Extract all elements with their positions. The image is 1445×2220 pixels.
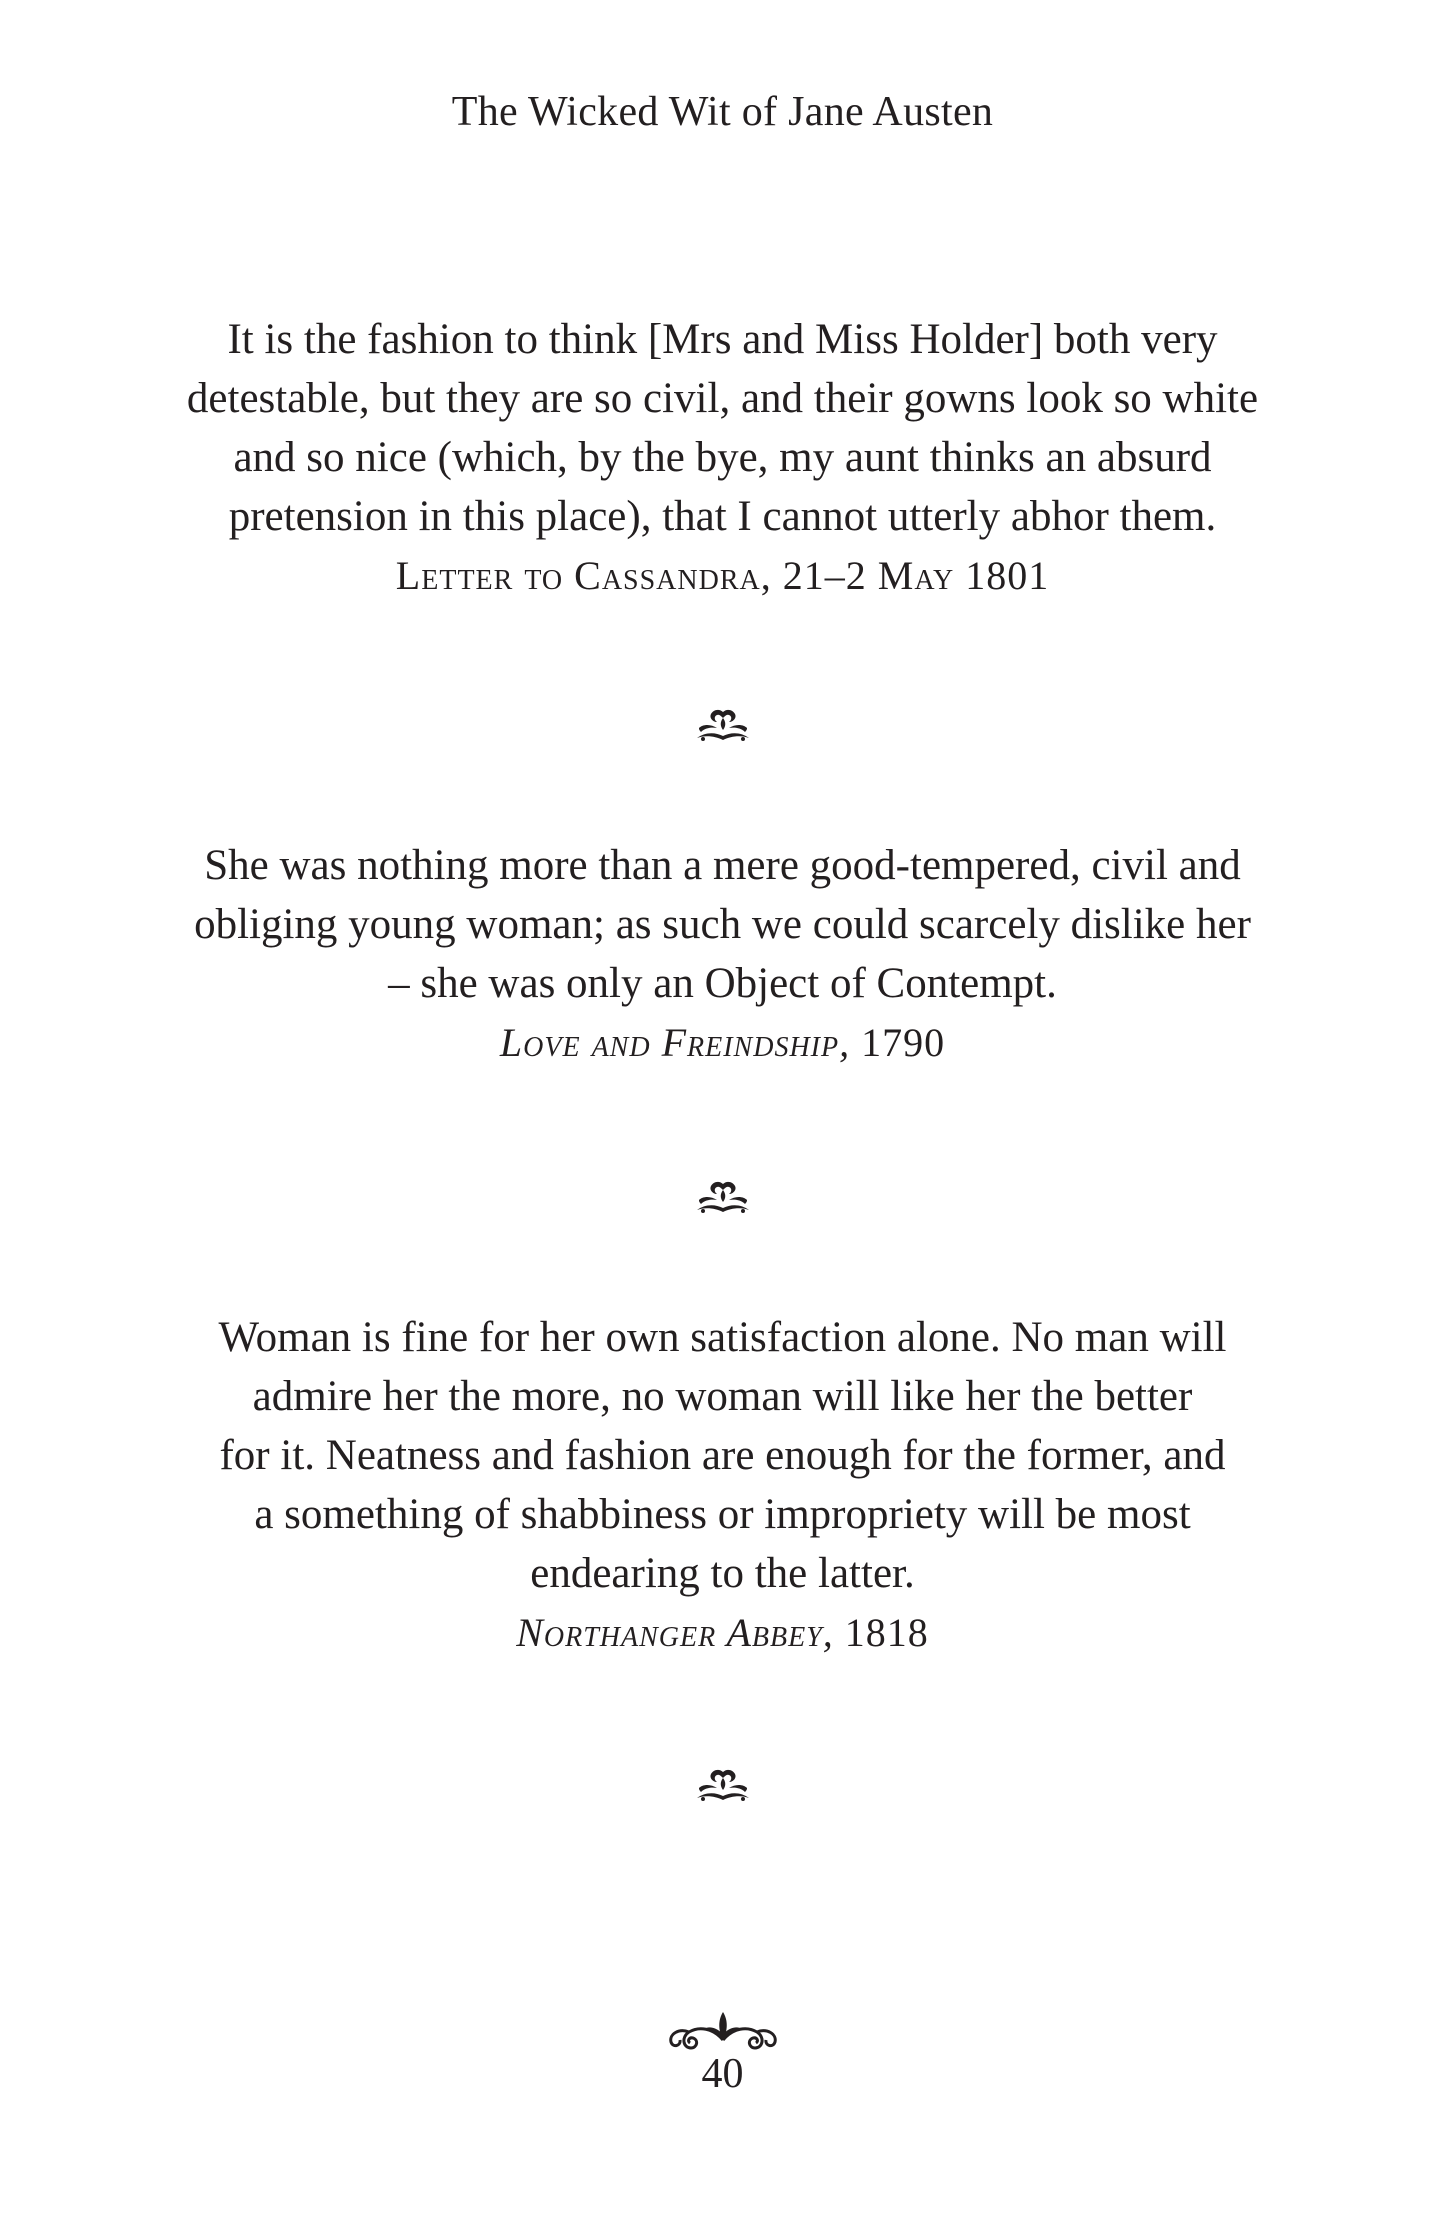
quote-line: and so nice (which, by the bye, my aunt thinks an absurd	[233, 434, 1212, 481]
quote-block	[120, 310, 1325, 605]
quote-line: – she was only an Object of Contempt.	[388, 960, 1057, 1007]
quote-block	[120, 836, 1325, 1072]
running-head: The Wicked Wit of Jane Austen	[451, 89, 994, 135]
quote-line: It is the fashion to think [Mrs and Miss Holder] both very	[227, 316, 1218, 363]
quote-line: She was nothing more than a mere good-tempered, civil and	[204, 842, 1241, 889]
quote-line: detestable, but they are so civil, and their gowns look so white	[186, 375, 1259, 422]
source-title: Northanger Abbey,	[516, 1610, 834, 1655]
quote-line: a something of shabbiness or impropriety will be most	[254, 1491, 1191, 1538]
quote-source	[120, 1603, 1325, 1662]
quote-line: endearing to the latter.	[530, 1550, 915, 1597]
quote-line: obliging young woman; as such we could scarcely dislike her	[194, 901, 1251, 948]
quote-line: admire her the more, no woman will like her the better	[252, 1373, 1193, 1420]
page-number: 40	[701, 2051, 744, 2097]
quote-line: Woman is fine for her own satisfaction alone. No man will	[218, 1314, 1227, 1361]
quote-source	[120, 546, 1325, 605]
source-date: 1818	[833, 1610, 929, 1655]
source-date: 21–2 May 1801	[771, 553, 1050, 598]
floral-fleuron-icon	[693, 1768, 753, 1804]
floral-fleuron-icon	[693, 708, 753, 744]
quote-line: pretension in this place), that I cannot utterly abhor them.	[228, 493, 1217, 540]
quote-block	[120, 1308, 1325, 1662]
source-date: 1790	[850, 1020, 946, 1065]
floral-fleuron-icon	[693, 1180, 753, 1216]
source-title: Love and Freindship,	[499, 1020, 851, 1065]
quote-line: for it. Neatness and fashion are enough for the former, and	[219, 1432, 1226, 1479]
quote-source	[120, 1013, 1325, 1072]
source-title: Letter to Cassandra,	[395, 553, 772, 598]
